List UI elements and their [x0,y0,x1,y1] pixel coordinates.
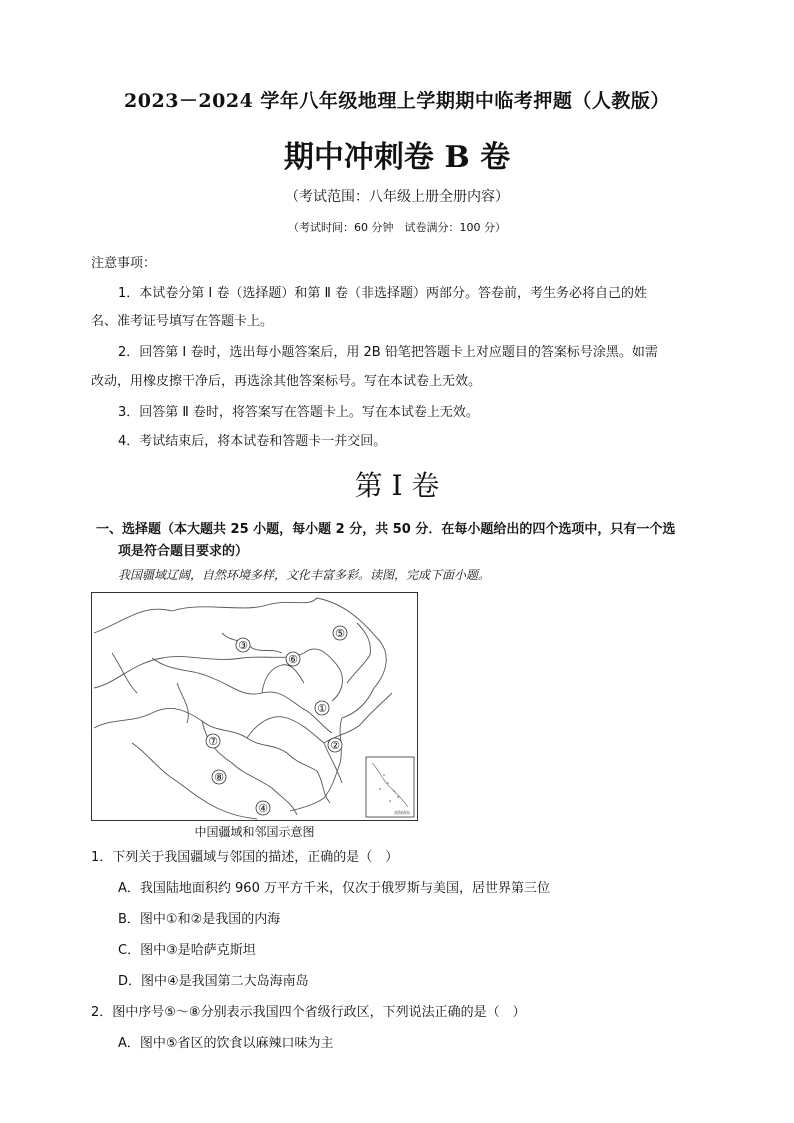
note-line: 2．回答第 Ⅰ 卷时，选出每小题答案后，用 2B 铅笔把答题卡上对应题目的答案标号涂黑。如需 [118,345,658,360]
question-option: A．图中⑤省区的饮食以麻辣口味为主 [118,1036,334,1051]
note-line: 名、准考证号填写在答题卡上。 [91,314,274,329]
map-label: ⑤ [335,627,345,640]
question-intro: 我国疆域辽阔，自然环境多样，文化丰富多彩。读图，完成下面小题。 [118,568,491,582]
map-border [177,683,188,723]
south-china-sea-inset [366,757,414,817]
question-option: D．图中④是我国第二大岛海南岛 [118,974,309,989]
note-line: 3．回答第 Ⅱ 卷时，将答案写在答题卡上。写在本试卷上无效。 [118,405,479,420]
question-option: B．图中①和②是我国的内海 [118,912,281,927]
map-label: ② [330,739,340,752]
map-border [94,649,342,701]
exam-scope: （考试范围：八年级上册全册内容） [285,189,509,205]
map-label: ① [317,702,327,715]
map-label: ⑦ [208,735,218,748]
exam-main-title: 期中冲刺卷 B 卷 [283,140,511,175]
exam-series-title: 2023－2024 学年八年级地理上学期期中临考押题（人教版） [124,90,670,112]
map-caption: 中国疆域和邻国示意图 [194,825,315,839]
notes-heading: 注意事项： [91,256,157,271]
note-line: 4．考试结束后，将本试卷和答题卡一并交回。 [118,434,387,449]
question-option: A．我国陆地面积约 960 万平方千米，仅次于俄罗斯与美国，居世界第三位 [118,881,550,896]
part1-line: 项是符合题目要求的） [118,544,249,559]
china-map-svg [92,593,417,820]
section-title: 第 Ⅰ 卷 [354,469,440,502]
map-label: ⑧ [214,771,224,784]
note-line: 1．本试卷分第 Ⅰ 卷（选择题）和第 Ⅱ 卷（非选择题）两部分。答卷前，考生务必将自己的姓 [118,286,648,301]
part1-line: 一、选择题（本大题共 25 小题，每小题 2 分，共 50 分．在每小题给出的四个选项中，只有一个选 [96,522,676,537]
part1-instructions [96,519,716,563]
map-border [94,708,287,753]
map-border [347,623,370,683]
exam-time-info: （考试时间：60 分钟 试卷满分：100 分） [288,221,506,234]
map-border [152,658,332,733]
note-line: 改动，用橡皮擦干净后，再选涂其他答案标号。写在本试卷上无效。 [91,374,482,389]
map-label: ⑥ [288,653,298,666]
map-label: ③ [238,639,248,652]
question-stem: 1．下列关于我国疆域与邻国的描述，正确的是（ ） [91,850,399,865]
map-label: ④ [258,802,268,815]
inset-label: 南海诸岛 [394,810,410,815]
question-stem: 2．图中序号⑤～⑧分别表示我国四个省级行政区，下列说法正确的是（ ） [91,1005,526,1020]
map-border [222,633,282,653]
question-option: C．图中③是哈萨克斯坦 [118,943,256,958]
map-border [324,693,392,743]
map-border [247,717,342,783]
map-border [132,743,257,819]
map-border [287,753,330,803]
map-border [262,665,304,693]
map-border [112,653,137,693]
china-map-figure [91,592,418,821]
